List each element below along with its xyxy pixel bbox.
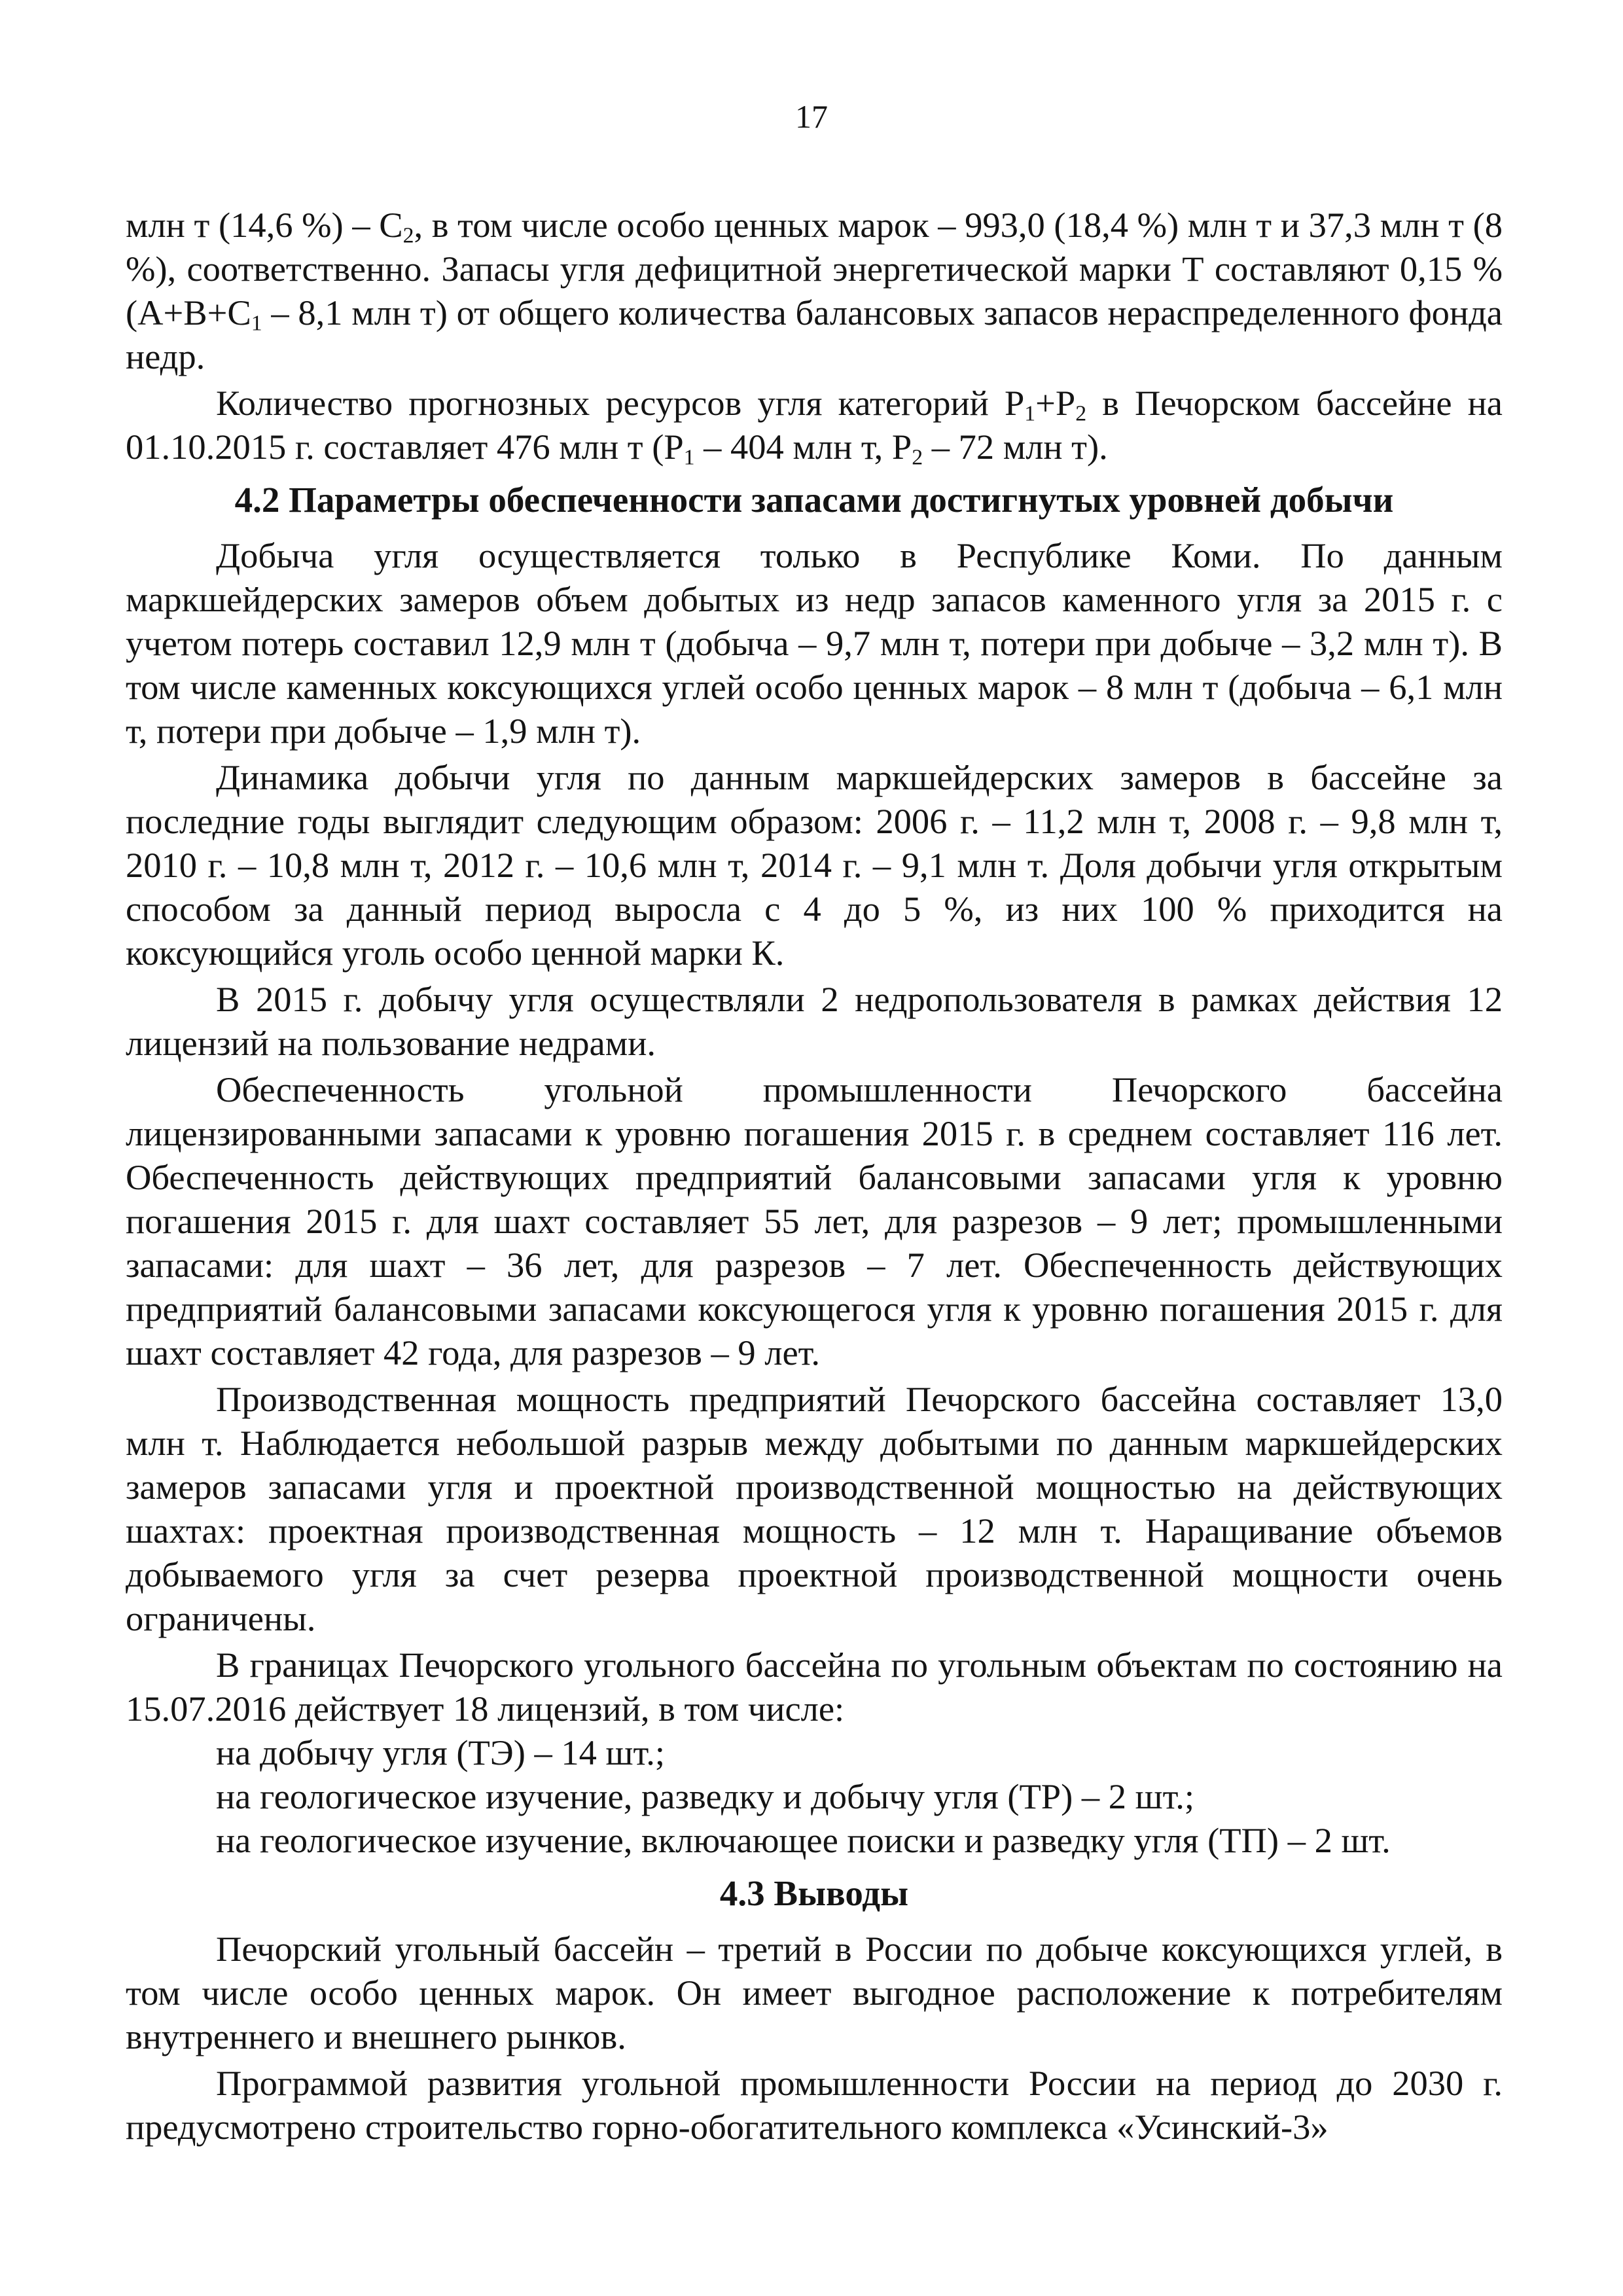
section-heading-4-2: 4.2 Параметры обеспеченности запасами достигнутых уровней добычи — [234, 480, 1394, 520]
list-item: на геологическое изучение, включающее поиски и разведку угля (ТП) – 2 шт. — [216, 1820, 1391, 1860]
page-content — [126, 203, 1503, 2149]
paragraph-dynamics: Динамика добычи угля по данным маркшейдерских замеров в бассейне за последние годы выглядит следующим образом: 2006 г. – 11,2 млн т, 2008 г. – 9,8 млн т, 2010 г. – 10,8 млн т, 2012 г. – 10,6 млн т, 2014 г. – 9,1 млн т. Доля добычи угля открытым способом за данный период выросла с 4 до 5 %, из них 100 % приходится на коксующийся уголь особо ценной марки К. — [126, 757, 1503, 973]
paragraph-capacity: Производственная мощность предприятий Печорского бассейна составляет 13,0 млн т. Наблюдается небольшой разрыв между добытыми по данным маркшейдерских замеров запасами угля и проектной производственной мощностью на действующих шахтах: проектная производственная мощность – 12 млн т. Наращивание объемов добываемого угля за счет резерва проектной производственной мощности очень ограничены. — [126, 1379, 1503, 1638]
paragraph-reserves-continued: млн т (14,6 %) – $C_2$, в том числе особо ценных марок – 993,0 (18,4 %) млн т и 37,3 млн т (8 %), соответственно. Запасы угля дефицитной энергетической марки Т составляют 0,15 % ($А+В+С_1 - 8,1$ млн т) от общего количества балансовых запасов нераспределенного фонда недр. — [126, 205, 1503, 376]
paragraph-provision: Обеспеченность угольной промышленности Печорского бассейна лицензированными запасами к уровню погашения 2015 г. в среднем составляет 116 лет. Обеспеченность действующих предприятий балансовыми запасами угля к уровню погашения 2015 г. для шахт составляет 55 лет, для разрезов – 9 лет; промышленными запасами: для шахт – 36 лет, для разрезов – 7 лет. Обеспеченность действующих предприятий балансовыми запасами коксующегося угля к уровню погашения 2015 г. для шахт составляет 42 года, для разрезов – 9 лет. — [126, 1069, 1503, 1372]
paragraph-subsoil-users: В 2015 г. добычу угля осуществляли 2 недропользователя в рамках действия 12 лицензий на пользование недрами. — [126, 979, 1503, 1063]
list-item: на добычу угля (ТЭ) – 14 шт.; — [216, 1732, 665, 1772]
license-list — [126, 1731, 1503, 1862]
page-number: 17 — [795, 98, 828, 135]
list-item: на геологическое изучение, разведку и добычу угля (ТР) – 2 шт.; — [216, 1776, 1195, 1816]
paragraph-conclusion: Печорский угольный бассейн – третий в России по добыче коксующихся углей, в том числе особо ценных марок. Он имеет выгодное расположение к потребителям внутреннего и внешнего рынков. — [126, 1929, 1503, 2056]
paragraph-forecast-resources: Количество прогнозных ресурсов угля категорий $Р_1+Р_2$ в Печорском бассейне на 01.10.2015 г. составляет 476 млн т ($Р_1 - 404$ млн т, $Р_2 - 72$ млн т). — [126, 383, 1503, 470]
paragraph-licenses: В границах Печорского угольного бассейна по угольным объектам по состоянию на 15.07.2016 действует 18 лицензий, в том числе: — [126, 1645, 1503, 1729]
section-heading-4-3: 4.3 Выводы — [719, 1873, 909, 1913]
paragraph-program: Программой развития угольной промышленности России на период до 2030 г. предусмотрено строительство горно-обогатительного комплекса «Усинский-3» — [126, 2063, 1503, 2147]
paragraph-production: Добыча угля осуществляется только в Республике Коми. По данным маркшейдерских замеров объем добытых из недр запасов каменного угля за 2015 г. с учетом потерь составил 12,9 млн т (добыча – 9,7 млн т, потери при добыче – 3,2 млн т). В том числе каменных коксующихся углей особо ценных марок – 8 млн т (добыча – 6,1 млн т, потери при добыче – 1,9 млн т). — [126, 535, 1503, 751]
